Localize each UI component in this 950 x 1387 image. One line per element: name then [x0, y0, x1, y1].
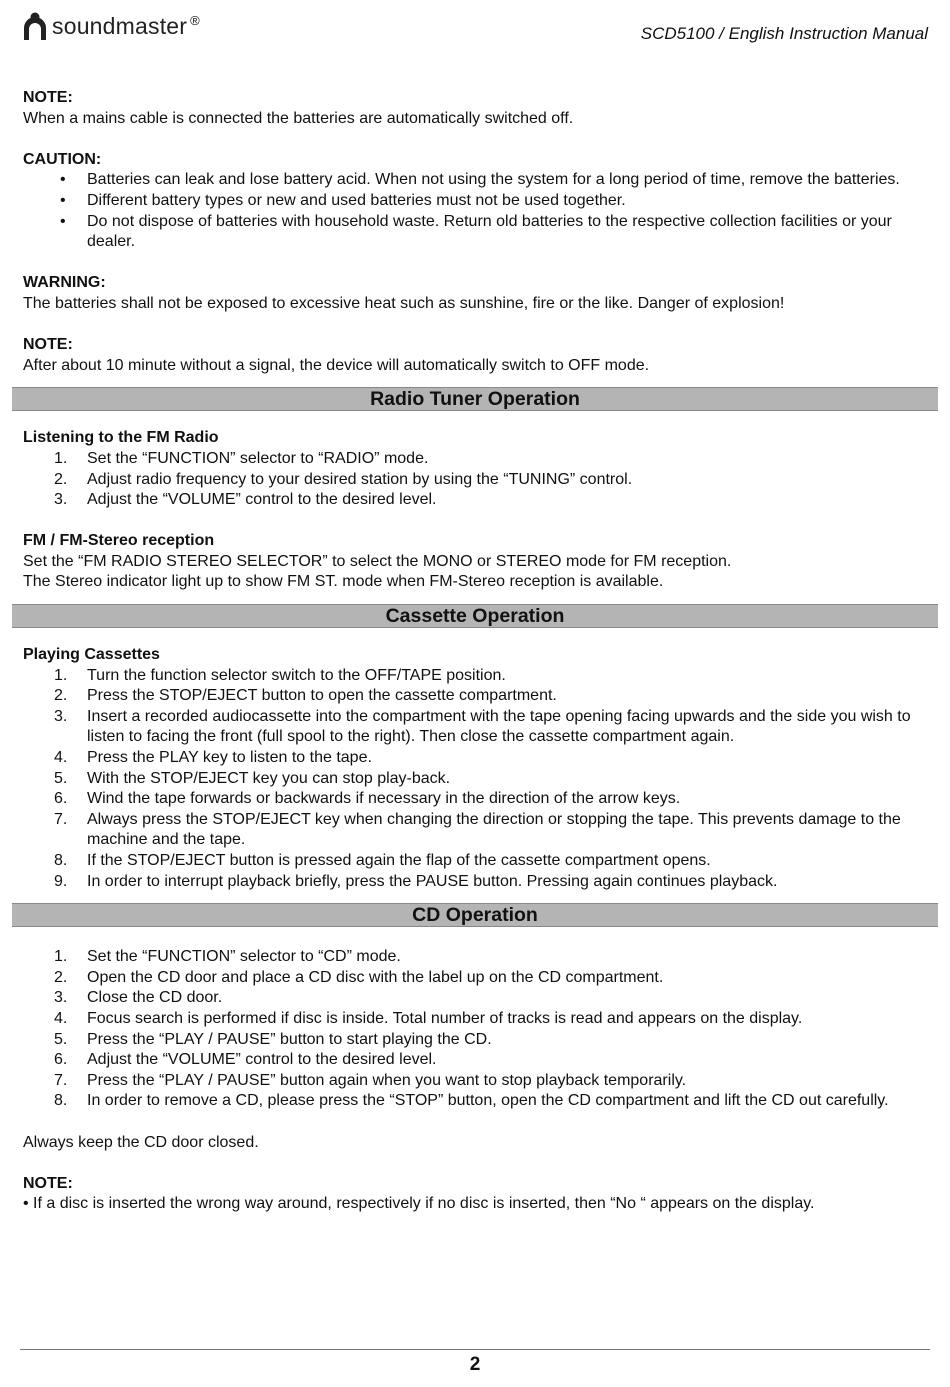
list-item: • Different battery types or new and used batteries must not be used together. — [23, 191, 927, 212]
list-item: 2. Open the CD door and place a CD disc with the label up on the CD compartment. — [54, 968, 664, 986]
list-item: 5. Press the “PLAY / PAUSE” button to start playing the CD. — [54, 1030, 492, 1048]
cd-note-text: • If a disc is inserted the wrong way around, respectively if no disc is inserted, then “No “ appears on the display. — [23, 1195, 815, 1213]
radio-listening-heading: Listening to the FM Radio — [23, 429, 219, 447]
stereo-text-2: The Stereo indicator light up to show FM ST. mode when FM-Stereo reception is available. — [23, 573, 664, 591]
section-title-radio: Radio Tuner Operation — [12, 387, 938, 411]
caution-label: CAUTION: — [23, 150, 102, 168]
soundmaster-logo-icon — [22, 10, 48, 42]
list-item: 4. Focus search is performed if disc is inside. Total number of tracks is read and appears on the display. — [54, 1009, 803, 1027]
registered-mark: ® — [190, 12, 200, 28]
list-item: 5. With the STOP/EJECT key you can stop play-back. — [54, 769, 451, 787]
list-item: • Do not dispose of batteries with household waste. Return old batteries to the respective collection facilities or your dealer. — [23, 212, 927, 253]
cd-door-text: Always keep the CD door closed. — [23, 1133, 259, 1151]
stereo-text-1: Set the “FM RADIO STEREO SELECTOR” to select the MONO or STEREO mode for FM reception. — [23, 552, 732, 570]
note-text: When a mains cable is connected the batteries are automatically switched off. — [23, 109, 574, 127]
brand-logo — [22, 10, 200, 42]
stereo-heading: FM / FM-Stereo reception — [23, 532, 215, 550]
note-label: NOTE: — [23, 89, 73, 106]
note-text: After about 10 minute without a signal, the device will automatically switch to OFF mode. — [23, 356, 650, 374]
list-item: 3. Close the CD door. — [54, 989, 223, 1007]
brand-name: soundmaster — [52, 12, 188, 39]
section-title-cd: CD Operation — [12, 903, 938, 927]
list-item: 9. In order to interrupt playback briefly, press the PAUSE button. Pressing again continues playback. — [54, 872, 778, 890]
list-item: 6. Wind the tape forwards or backwards if necessary in the direction of the arrow keys. — [54, 790, 681, 808]
list-item: 8. If the STOP/EJECT button is pressed again the flap of the cassette compartment opens. — [54, 852, 711, 869]
list-item: 8. In order to remove a CD, please press the “STOP” button, open the CD compartment and lift the CD out carefully. — [54, 1092, 889, 1110]
radio-steps — [23, 449, 927, 511]
list-item: 2. Press the STOP/EJECT button to open the cassette compartment. — [54, 687, 557, 705]
cd-section — [0, 947, 950, 1215]
list-item: 7. Press the “PLAY / PAUSE” button again when you want to stop playback temporarily. — [54, 1071, 687, 1089]
note-auto-off — [0, 335, 950, 376]
caution-list — [23, 170, 927, 252]
note-mains — [0, 88, 950, 129]
section-title-cassette: Cassette Operation — [12, 604, 938, 628]
warning-text: The batteries shall not be exposed to excessive heat such as sunshine, fire or the like. Danger of explosion! — [23, 294, 785, 312]
warning-label: WARNING: — [23, 274, 106, 292]
footer-divider — [20, 1349, 930, 1350]
list-item: 2. Adjust radio frequency to your desired station by using the “TUNING” control. — [54, 470, 633, 488]
page-header — [0, 0, 950, 60]
page-number: 2 — [469, 1354, 481, 1375]
list-item: 6. Adjust the “VOLUME” control to the desired level. — [54, 1051, 437, 1069]
list-item: • Batteries can leak and lose battery acid. When not using the system for a long period of time, remove the batteries. — [23, 170, 927, 191]
manual-title: SCD5100 / English Instruction Manual — [640, 24, 928, 43]
cassette-heading: Playing Cassettes — [23, 646, 160, 664]
cassette-section — [0, 645, 950, 892]
list-item: 3. Adjust the “VOLUME” control to the desired level. — [54, 491, 437, 509]
list-item: 4. Press the PLAY key to listen to the tape. — [54, 749, 372, 767]
note-label: NOTE: — [23, 336, 73, 354]
cassette-steps — [23, 666, 927, 893]
cd-note-label: NOTE: — [23, 1174, 73, 1192]
radio-section — [0, 428, 950, 593]
list-item: 1. Turn the function selector switch to the OFF/TAPE position. — [54, 666, 506, 684]
caution-section — [0, 150, 950, 253]
cd-steps — [23, 947, 927, 1112]
list-item: 7. Always press the STOP/EJECT key when changing the direction or stopping the tape. This prevents damage to the machine and the tape. — [54, 810, 901, 849]
list-item: 3. Insert a recorded audiocassette into the compartment with the tape opening facing upwards and the side you wish to listen to facing the front (full spool to the right). Then close the cassette compartment again. — [54, 707, 911, 746]
warning-section — [0, 273, 950, 314]
list-item: 1. Set the “FUNCTION” selector to “RADIO” mode. — [54, 449, 429, 467]
list-item: 1. Set the “FUNCTION” selector to “CD” mode. — [54, 948, 401, 966]
page-content — [0, 88, 950, 1215]
